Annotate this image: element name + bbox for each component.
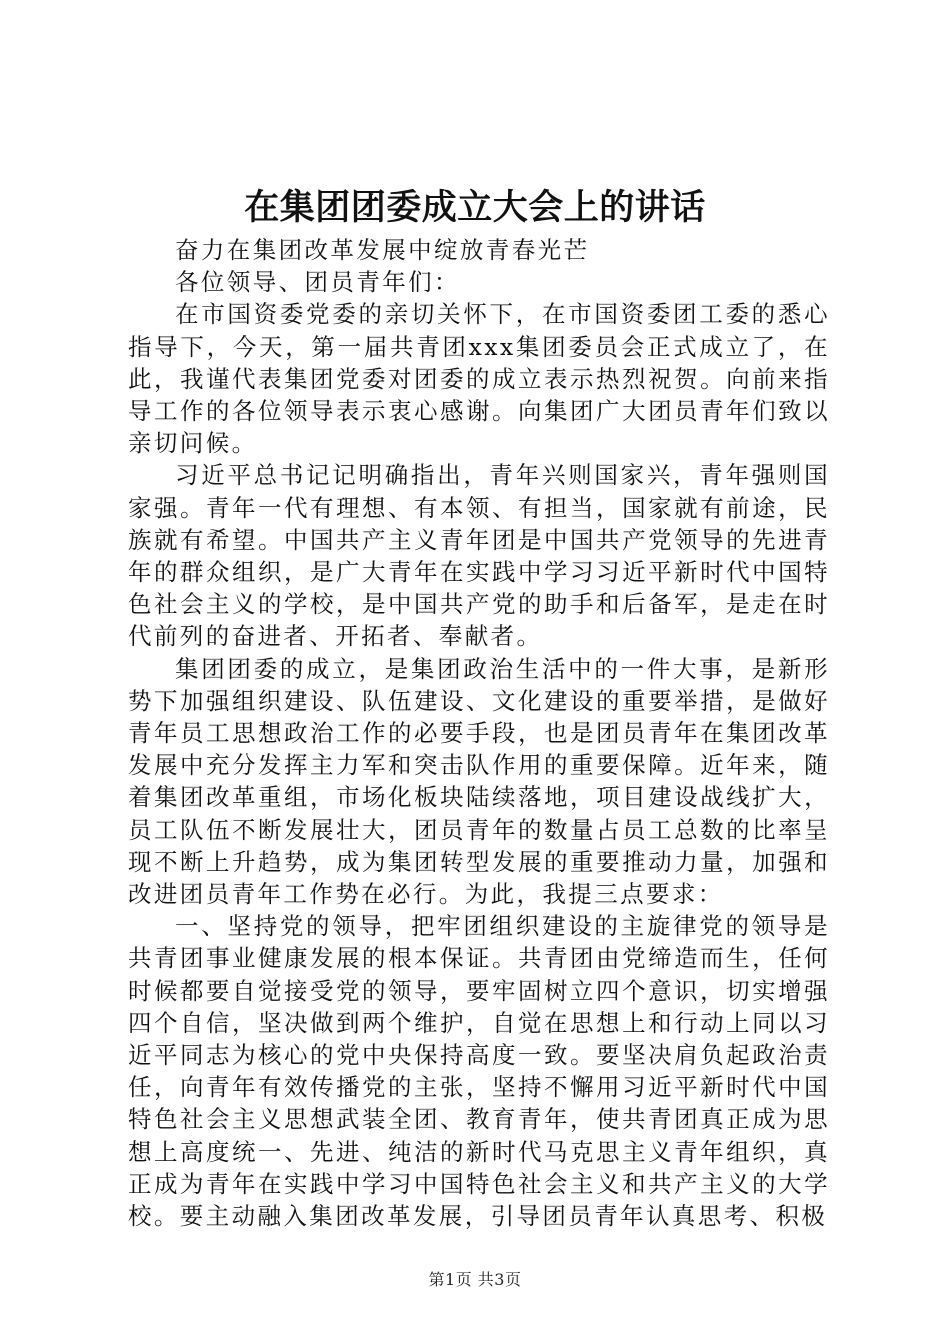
document-body [128,234,830,1232]
paragraph-committee-significance: 集团团委的成立，是集团政治生活中的一件大事，是新形势下加强组织建设、队伍建设、文化建设的重要举措，是做好青年员工思想政治工作的必要手段，也是团员青年在集团改革发展中充分发挥主力军和突击队作用的重要保障。近年来，随着集团改革重组，市场化板块陆续落地，项目建设战线扩大，员工队伍不断发展壮大，团员青年的数量占员工总数的比率呈现不断上升趋势，成为集团转型发展的重要推动力量，加强和改进团员青年工作势在必行。为此，我提三点要求： [128,654,830,909]
document-title: 在集团团委成立大会上的讲话 [244,188,706,228]
paragraph-youth-importance: 习近平总书记记明确指出，青年兴则国家兴，青年强则国家强。青年一代有理想、有本领、有担当，国家就有前途，民族就有希望。中国共产主义青年团是中国共产党领导的先进青年的群众组织，是广大青年在实践中学习习近平新时代中国特色社会主义的学校，是中国共产党的助手和后备军，是走在时代前列的奋进者、开拓者、奉献者。 [128,461,830,651]
paragraph-opening: 在市国资委党委的亲切关怀下，在市国资委团工委的悉心指导下，今天，第一届共青团xxx集团委员会正式成立了，在此，我谨代表集团党委对团委的成立表示热烈祝贺。向前来指导工作的各位领导表示衷心感谢。向集团广大团员青年们致以亲切问候。 [128,300,830,458]
salutation: 各位领导、团员青年们： [175,268,460,297]
page-number-footer: 第1页 共3页 [428,1270,522,1289]
document-subtitle: 奋力在集团改革发展中绽放青春光芒 [175,236,590,264]
paragraph-requirement-one: 一、坚持党的领导，把牢团组织建设的主旋律党的领导是共青团事业健康发展的根本保证。共青团由党缔造而生，任何时候都要自觉接受党的领导，要牢固树立四个意识，切实增强四个自信，坚决做到两个维护，自觉在思想上和行动上同以习近平同志为核心的党中央保持高度一致。要坚决肩负起政治责任，向青年有效传播党的主张，坚持不懈用习近平新时代中国特色社会主义思想武装全团、教育青年，使共青团真正成为思想上高度统一、先进、纯洁的新时代马克思主义青年组织，真正成为青年在实践中学习中国特色社会主义和共产主义的大学校。要主动融入集团改革发展，引导团员青年认真思考、积极 [128,912,830,1231]
